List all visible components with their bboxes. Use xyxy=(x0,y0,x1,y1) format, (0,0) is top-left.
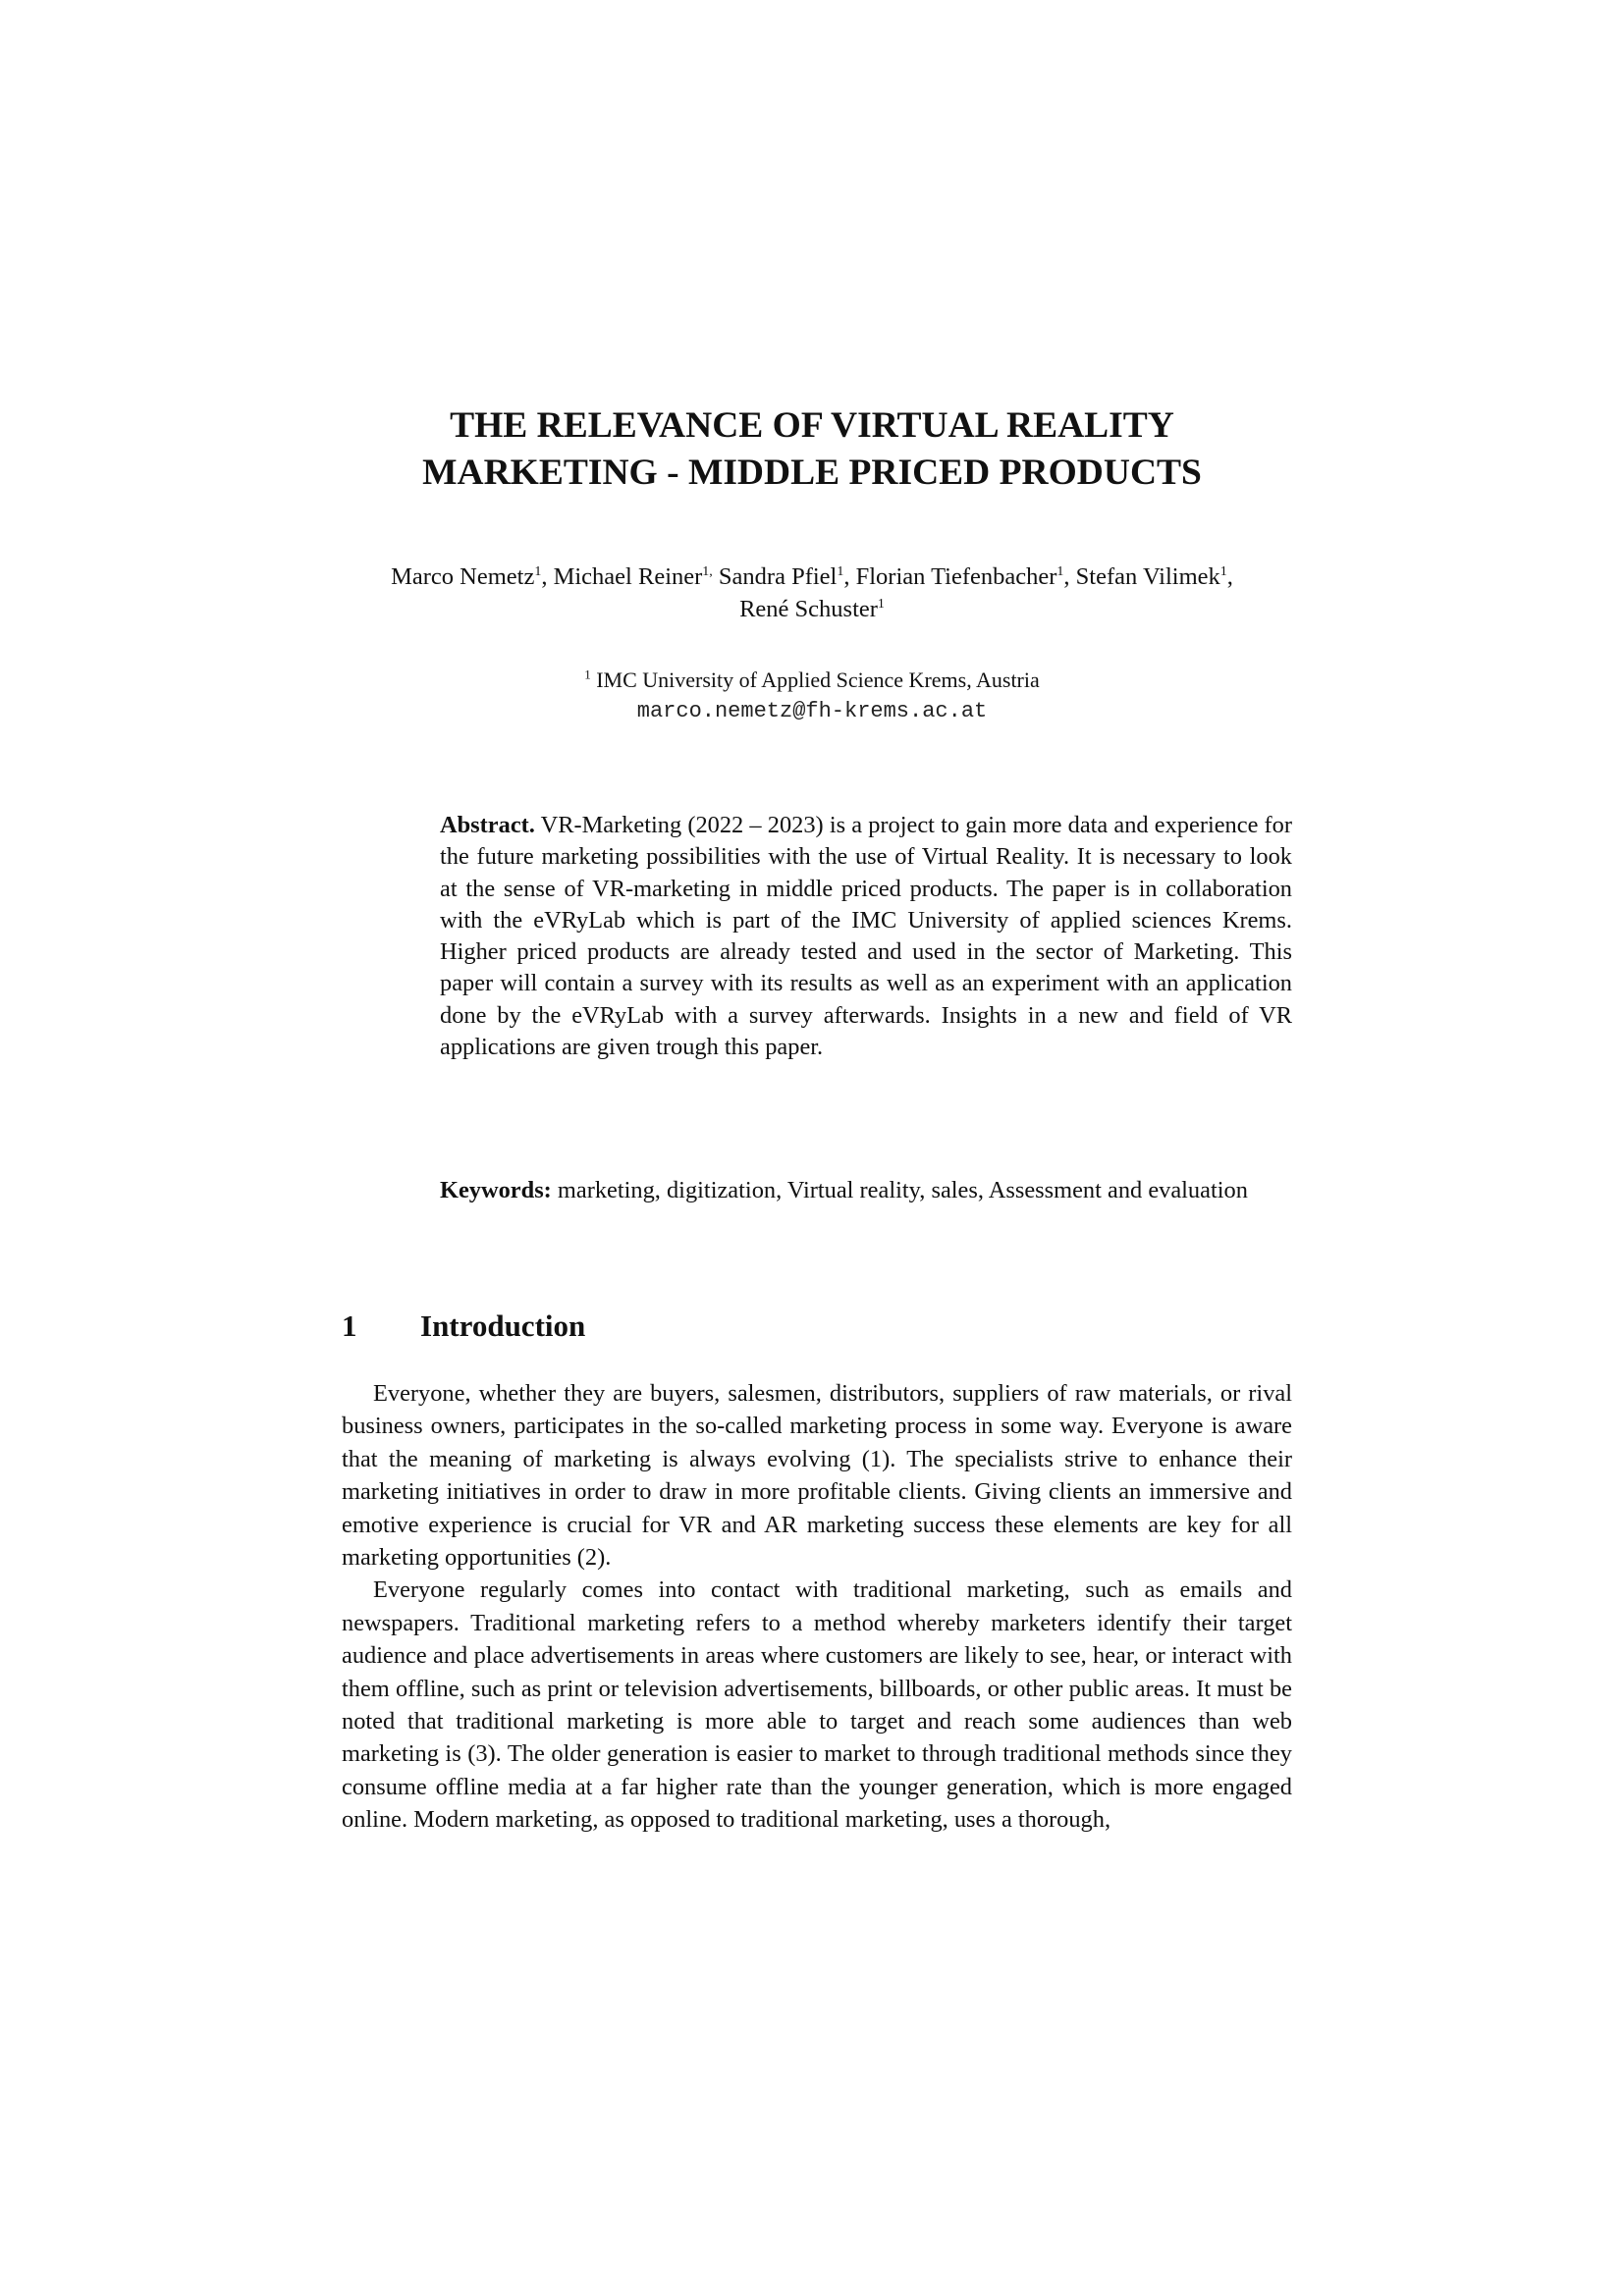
keywords-text: marketing, digitization, Virtual reality, sales, Assessment and evaluation xyxy=(551,1177,1248,1203)
title-line-2: MARKETING - MIDDLE PRICED PRODUCTS xyxy=(422,453,1202,493)
author-affiliation-mark: 1, xyxy=(702,563,713,579)
author-separator: , xyxy=(1226,563,1233,590)
section-title: Introduction xyxy=(420,1308,586,1343)
title-line-1: THE RELEVANCE OF VIRTUAL REALITY xyxy=(450,405,1174,446)
author-affiliation-mark: 1 xyxy=(1219,563,1227,579)
author-name: , Stefan Vilimek xyxy=(1063,563,1220,590)
keywords-label: Keywords: xyxy=(440,1177,552,1203)
section-number: 1 xyxy=(342,1308,357,1343)
author-name: Marco Nemetz xyxy=(391,563,535,590)
body-paragraph: Everyone regularly comes into contact with traditional marketing, such as emails and newspapers. Traditional marketing refers to a method whereby marketers identify their target audience and place advertisements in areas where customers are likely to see, hear, or interact with them offline, such as print or television advertisements, billboards, or other public areas. It must be noted that traditional marketing is more able to target and reach some audiences than web marketing is (3). The older generation is easier to market to through traditional methods since they consume offline media at a far higher rate than the younger generation, which is more engaged online. Modern marketing, as opposed to traditional marketing, uses a thorough, xyxy=(342,1576,1292,1834)
abstract-label: Abstract. xyxy=(440,812,535,838)
author-affiliation-mark: 1 xyxy=(1056,563,1064,579)
abstract xyxy=(440,810,1292,1063)
affiliation-mark: 1 xyxy=(584,667,591,682)
contact-email: marco.nemetz@fh-krems.ac.at xyxy=(636,699,988,723)
author-name: , Florian Tiefenbacher xyxy=(843,563,1057,590)
author-name: Sandra Pfiel xyxy=(712,563,838,590)
author-name: René Schuster xyxy=(739,596,878,622)
affiliation-text: IMC University of Applied Science Krems, Austria xyxy=(590,667,1040,692)
author-name: , Michael Reiner xyxy=(541,563,703,590)
author-list xyxy=(353,561,1271,625)
abstract-text: VR-Marketing (2022 – 2023) is a project to gain more data and experience for the future marketing possibilities with the use of Virtual Reality. It is necessary to look at the sense of VR-marketing in middle priced products. The paper is in collaboration with the eVRyLab which is part of the IMC University of applied sciences Krems. Higher priced products are already tested and used in the sector of Marketing. This paper will contain a survey with its results as well as an experiment with an application done by the eVRyLab with a survey afterwards. Insights in a new and field of VR applications are given trough this paper. xyxy=(440,812,1292,1061)
author-affiliation-mark: 1 xyxy=(534,563,542,579)
author-affiliation-mark: 1 xyxy=(837,563,844,579)
affiliation xyxy=(353,666,1271,695)
section-heading xyxy=(342,1307,585,1346)
keywords xyxy=(440,1175,1292,1206)
body-paragraph: Everyone, whether they are buyers, salesmen, distributors, suppliers of raw materials, or rival business owners, participates in the so-called marketing process in some way. Everyone is aware that the meaning of marketing is always evolving (1). The specialists strive to enhance their marketing initiatives in order to draw in more profitable clients. Giving clients an immersive and emotive experience is crucial for VR and AR marketing success these elements are key for all marketing opportunities (2). xyxy=(342,1380,1292,1572)
section-body xyxy=(342,1377,1292,1837)
paper-title xyxy=(295,402,1329,497)
author-affiliation-mark: 1 xyxy=(877,596,885,612)
